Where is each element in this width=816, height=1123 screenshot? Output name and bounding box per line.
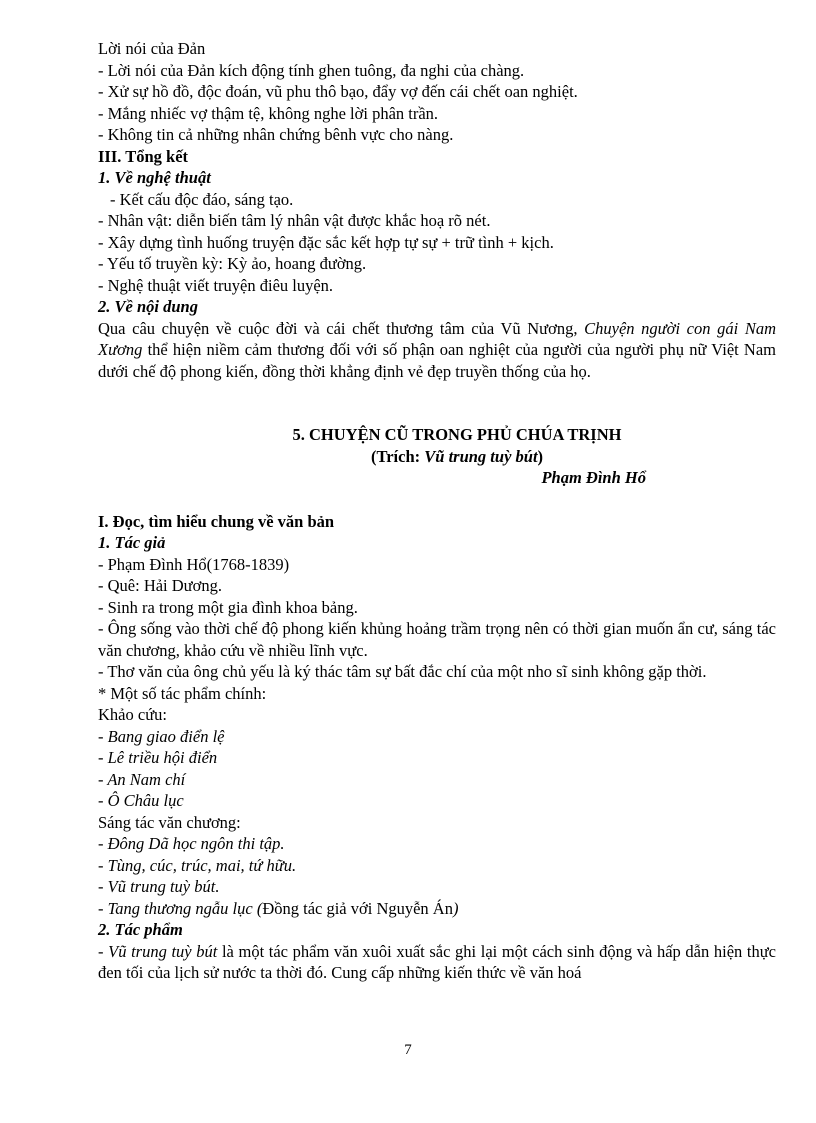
work-title-italic: Chuyện người con gái Nam Xương bbox=[98, 318, 776, 359]
lesson-author: Phạm Đình Hổ bbox=[541, 468, 646, 487]
list-item: - Mắng nhiếc vợ thậm tệ, không nghe lời phân trần. bbox=[98, 103, 439, 123]
list-item: - Xây dựng tình huống truyện đặc sắc kết hợp tự sự + trữ tình + kịch. bbox=[98, 232, 554, 252]
list-item: - Lê triều hội điển bbox=[98, 748, 218, 767]
list-item: - An Nam chí bbox=[98, 769, 186, 789]
page-number: 7 bbox=[404, 1042, 412, 1058]
works-label: * Một số tác phẩm chính: bbox=[98, 683, 267, 703]
list-item: - Vũ trung tuỳ bút. bbox=[98, 877, 220, 896]
list-item: - Bang giao điển lệ bbox=[98, 726, 225, 746]
list-item: - Tang thương ngẫu lục (Đồng tác giả với Nguyễn Án) bbox=[98, 898, 459, 918]
art-heading: 1. Về nghệ thuật bbox=[98, 168, 211, 187]
text-column bbox=[98, 38, 776, 984]
list-item: - Tùng, cúc, trúc, mai, tứ hữu. bbox=[98, 855, 297, 875]
list-item: - Kết cấu độc đáo, sáng tạo. bbox=[110, 189, 294, 209]
dan-speech-heading: Lời nói của Đản bbox=[98, 39, 206, 58]
author-paragraph: - Thơ văn của ông chủ yếu là ký thác tâm sự bất đắc chí của một nho sĩ sinh không gặp thời. bbox=[98, 662, 707, 681]
section1-heading: I. Đọc, tìm hiểu chung về văn bản bbox=[98, 511, 335, 531]
summary-heading: III. Tổng kết bbox=[98, 146, 189, 166]
list-item: - Yếu tố truyền kỳ: Kỳ ảo, hoang đường. bbox=[98, 254, 367, 273]
work-heading: 2. Tác phẩm bbox=[98, 920, 183, 939]
lesson-title: 5. CHUYỆN CŨ TRONG PHỦ CHÚA TRỊNH bbox=[292, 425, 622, 444]
content-heading: 2. Về nội dung bbox=[98, 297, 198, 316]
list-item: - Phạm Đình Hổ(1768-1839) bbox=[98, 554, 290, 574]
author-paragraph: - Ông sống vào thời chế độ phong kiến khủng hoảng trầm trọng nên có thời gian muốn ẩn cư, sáng tác văn chương, khảo cứu về nhiều lĩnh vực. bbox=[98, 619, 776, 660]
content-paragraph: Qua câu chuyện về cuộc đời và cái chết thương tâm của Vũ Nương, Chuyện người con gái Nam Xương thể hiện niềm cảm thương đối với số phận oan nghiệt của người của người phụ nữ Việt Nam dưới chế độ phong kiến, đồng thời khẳng định vẻ đẹp truyền thống của họ. bbox=[98, 318, 776, 381]
list-item: - Nhân vật: diễn biến tâm lý nhân vật được khắc hoạ rõ nét. bbox=[98, 211, 491, 230]
literary-label: Sáng tác văn chương: bbox=[98, 812, 241, 832]
list-item: - Nghệ thuật viết truyện điêu luyện. bbox=[98, 275, 334, 295]
list-item: - Sinh ra trong một gia đình khoa bảng. bbox=[98, 597, 358, 617]
list-item: - Lời nói của Đản kích động tính ghen tuông, đa nghi của chàng. bbox=[98, 60, 525, 80]
list-item: - Đông Dã học ngôn thi tập. bbox=[98, 834, 285, 853]
list-item: - Ô Châu lục bbox=[98, 791, 184, 810]
list-item: - Xử sự hồ đồ, độc đoán, vũ phu thô bạo, đẩy vợ đến cái chết oan nghiệt. bbox=[98, 82, 578, 101]
lesson-subtitle: (Trích: Vũ trung tuỳ bút) bbox=[370, 446, 544, 466]
author-heading: 1. Tác giả bbox=[98, 533, 166, 552]
list-item: - Không tin cả những nhân chứng bênh vực cho nàng. bbox=[98, 125, 454, 144]
work-paragraph: - Vũ trung tuỳ bút là một tác phẩm văn xuôi xuất sắc ghi lại một cách sinh động và hấp dẫn hiện thực đen tối của lịch sử nước ta thời đó. Cung cấp những kiến thức về văn hoá bbox=[98, 941, 776, 982]
research-label: Khảo cứu: bbox=[98, 705, 167, 724]
list-item: - Quê: Hải Dương. bbox=[98, 576, 222, 595]
